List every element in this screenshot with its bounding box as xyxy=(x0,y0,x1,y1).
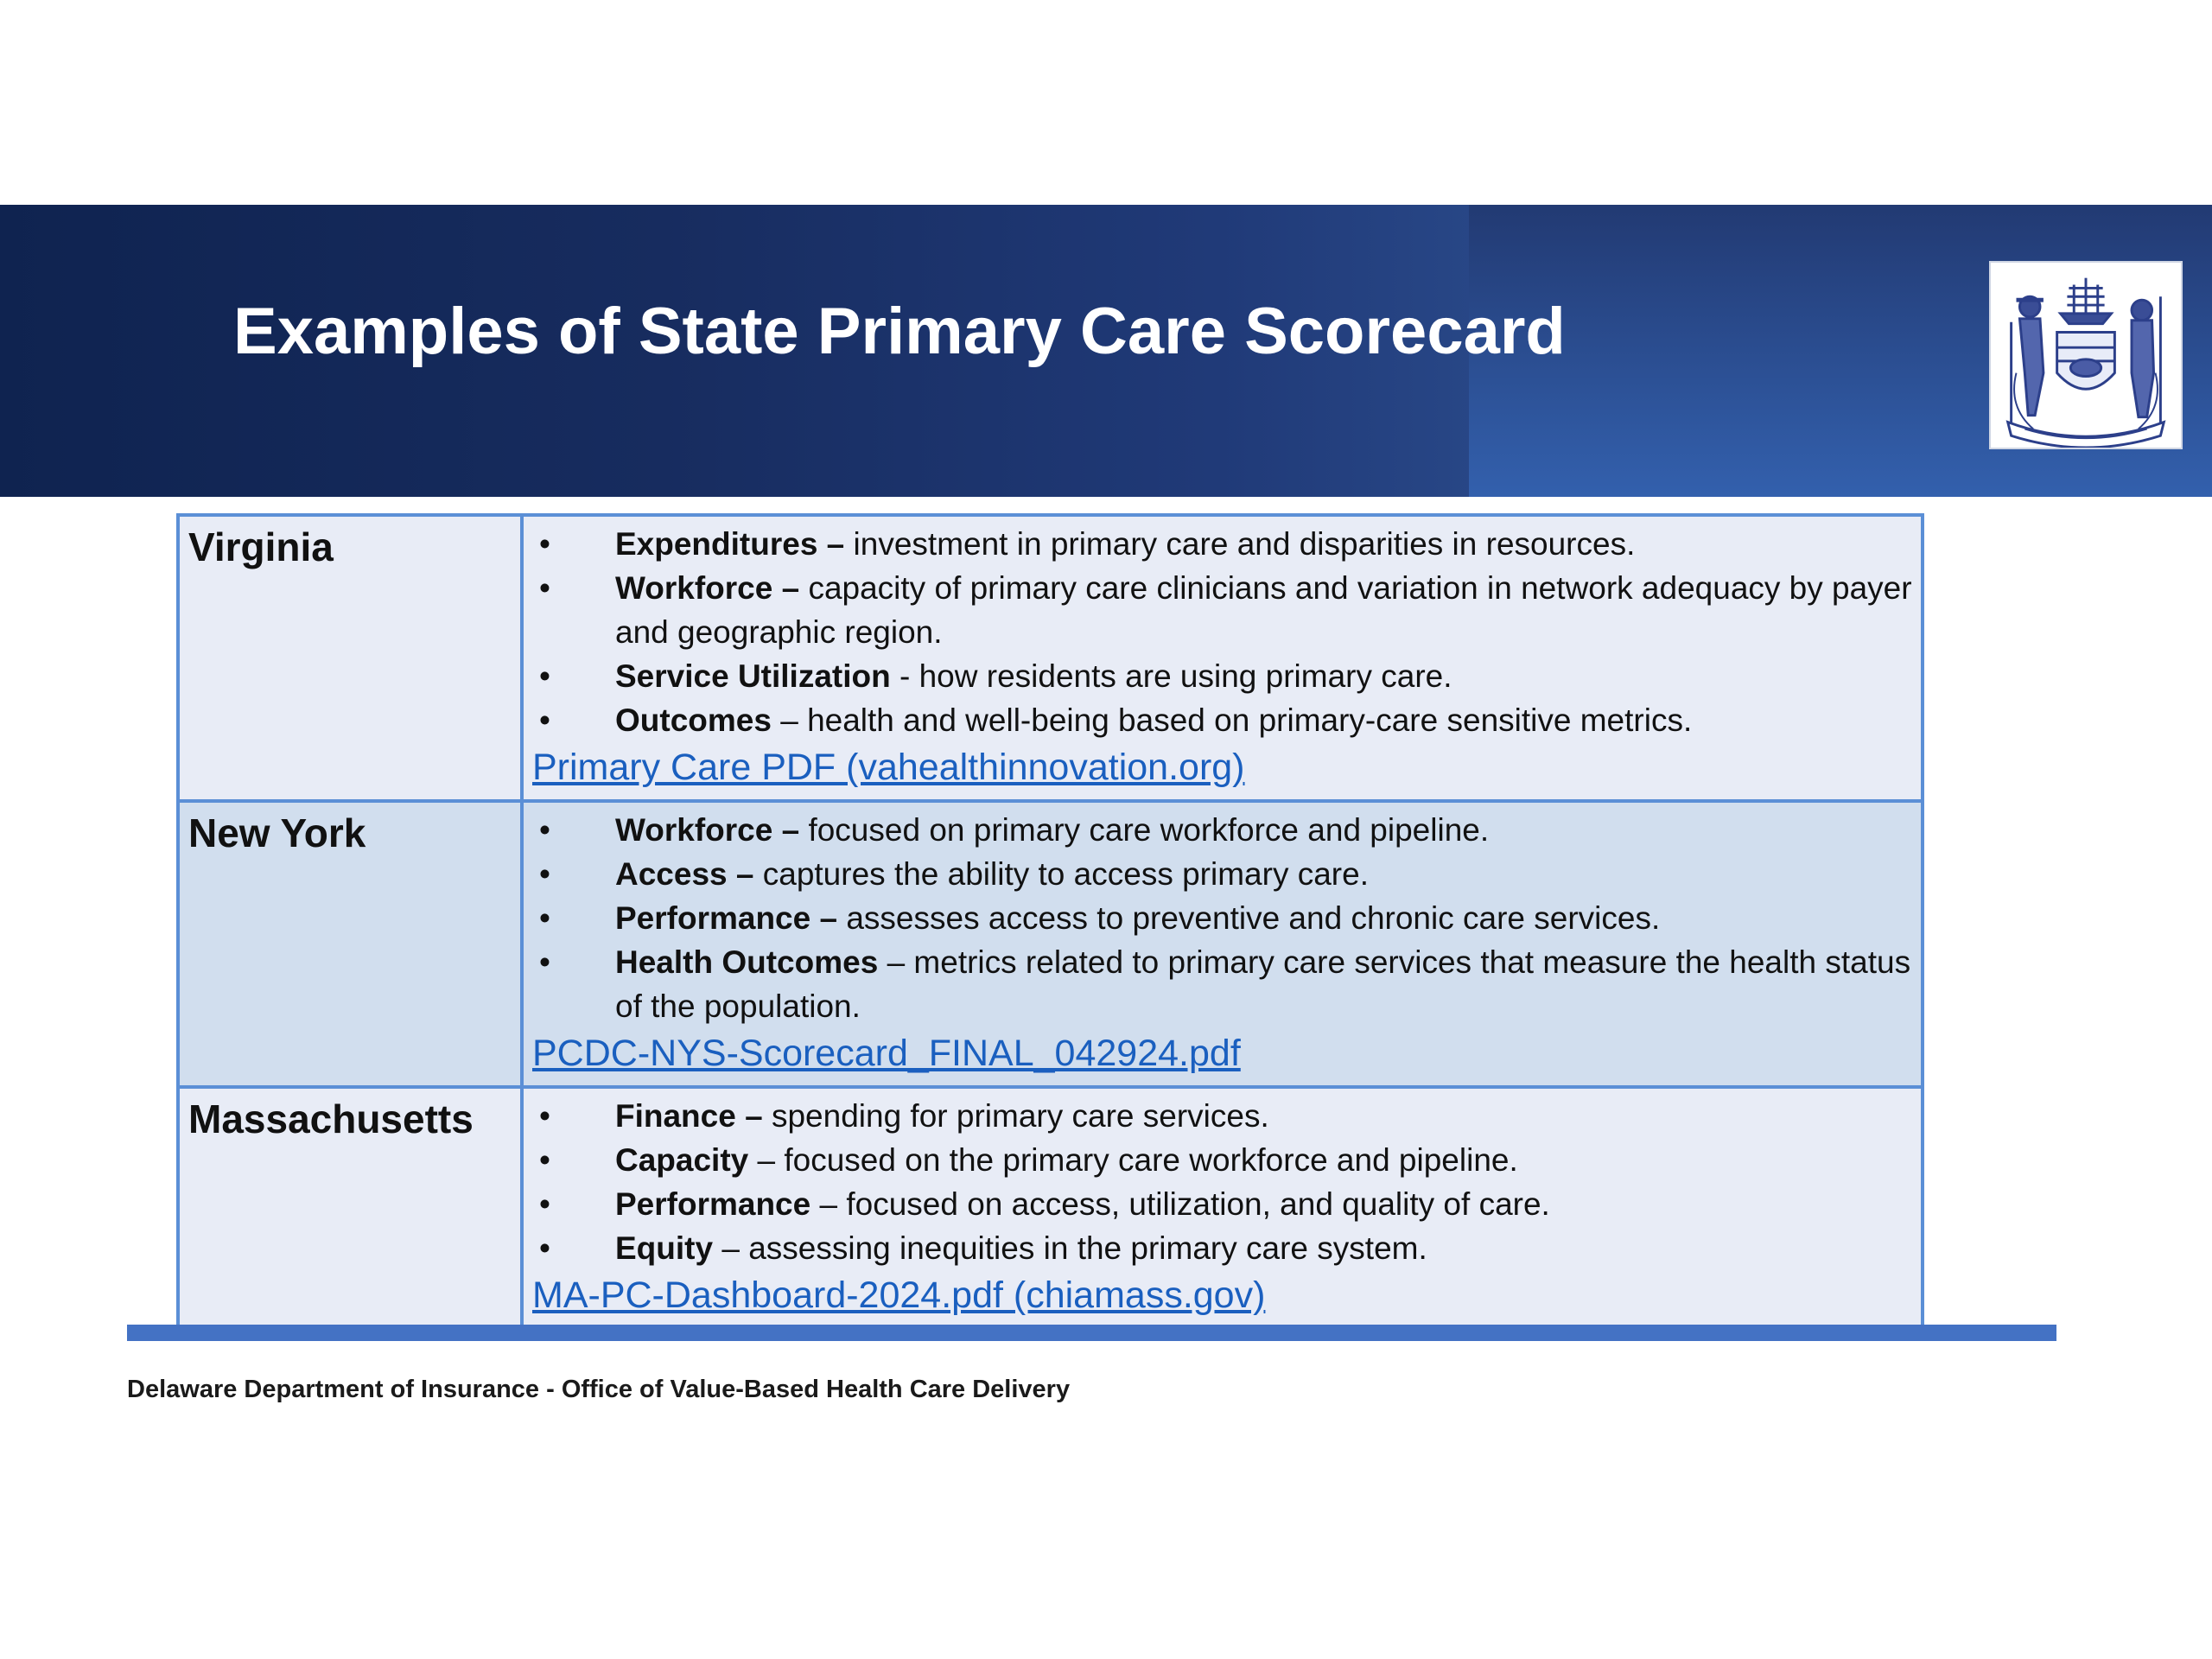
list-item xyxy=(532,808,1912,852)
metric-desc: – focused on the primary care workforce and pipeline. xyxy=(748,1142,1518,1178)
description-cell xyxy=(522,515,1923,801)
footer-text: Delaware Department of Insurance - Office of Value-Based Health Care Delivery xyxy=(127,1376,1071,1403)
bullet-icon: • xyxy=(539,658,550,694)
new-york-scorecard-link[interactable]: PCDC-NYS-Scorecard_FINAL_042924.pdf xyxy=(532,1033,1241,1074)
metric-desc: spending for primary care services. xyxy=(762,1098,1269,1134)
bullet-icon: • xyxy=(539,812,550,848)
metric-list xyxy=(532,808,1912,1028)
metric-term: Service Utilization xyxy=(615,658,891,694)
list-item xyxy=(532,654,1912,698)
state-name: New York xyxy=(178,801,522,1087)
metric-term: Expenditures – xyxy=(615,526,845,562)
metric-term: Equity xyxy=(615,1230,714,1266)
bullet-icon: • xyxy=(539,1098,550,1134)
metric-desc: – focused on access, utilization, and quality of care. xyxy=(810,1186,1550,1222)
metric-term: Workforce – xyxy=(615,812,800,848)
bullet-icon: • xyxy=(539,526,550,562)
metric-list xyxy=(532,522,1912,742)
table-row-virginia xyxy=(178,515,1923,801)
state-name: Massachusetts xyxy=(178,1087,522,1329)
list-item xyxy=(532,1094,1912,1138)
metric-term: Access – xyxy=(615,856,754,892)
list-item xyxy=(532,522,1912,566)
footer-divider xyxy=(127,1325,2056,1341)
bullet-icon: • xyxy=(539,1230,550,1266)
metric-desc: capacity of primary care clinicians and variation in network adequacy by payer and geographic region. xyxy=(615,570,1912,650)
table-row-new-york xyxy=(178,801,1923,1087)
metric-desc: - how residents are using primary care. xyxy=(890,658,1452,694)
metric-desc: focused on primary care workforce and pipeline. xyxy=(799,812,1490,848)
metric-list xyxy=(532,1094,1912,1270)
table-row-massachusetts xyxy=(178,1087,1923,1329)
slide-title: Examples of State Primary Care Scorecard xyxy=(233,295,1566,368)
bullet-icon: • xyxy=(539,1142,550,1178)
metric-term: Health Outcomes xyxy=(615,944,879,980)
bullet-icon: • xyxy=(539,900,550,936)
list-item xyxy=(532,1182,1912,1226)
metric-term: Capacity xyxy=(615,1142,749,1178)
delaware-seal-icon xyxy=(1989,261,2183,449)
metric-desc: – assessing inequities in the primary care system. xyxy=(713,1230,1427,1266)
metric-term: Finance – xyxy=(615,1098,763,1134)
description-cell xyxy=(522,801,1923,1087)
list-item xyxy=(532,852,1912,896)
list-item xyxy=(532,1226,1912,1270)
list-item xyxy=(532,896,1912,940)
metric-desc: investment in primary care and disparities in resources. xyxy=(844,526,1636,562)
metric-desc: assesses access to preventive and chronic care services. xyxy=(837,900,1661,936)
metric-term: Outcomes xyxy=(615,702,772,738)
list-item xyxy=(532,940,1912,1028)
description-cell xyxy=(522,1087,1923,1329)
metric-desc: – metrics related to primary care services that measure the health status of the population. xyxy=(615,944,1911,1024)
list-item xyxy=(532,698,1912,742)
metric-term: Workforce – xyxy=(615,570,800,606)
massachusetts-dashboard-link[interactable]: MA-PC-Dashboard-2024.pdf (chiamass.gov) xyxy=(532,1274,1266,1316)
list-item xyxy=(532,566,1912,654)
state-name: Virginia xyxy=(178,515,522,801)
bullet-icon: • xyxy=(539,1186,550,1222)
bullet-icon: • xyxy=(539,570,550,606)
metric-term: Performance xyxy=(615,1186,811,1222)
virginia-scorecard-link[interactable]: Primary Care PDF (vahealthinnovation.org) xyxy=(532,747,1245,788)
bullet-icon: • xyxy=(539,702,550,738)
metric-desc: – health and well-being based on primary-care sensitive metrics. xyxy=(771,702,1693,738)
metric-term: Performance – xyxy=(615,900,838,936)
metric-desc: captures the ability to access primary care. xyxy=(753,856,1369,892)
list-item xyxy=(532,1138,1912,1182)
scorecard-table xyxy=(176,513,1924,1331)
bullet-icon: • xyxy=(539,944,550,980)
bullet-icon: • xyxy=(539,856,550,892)
